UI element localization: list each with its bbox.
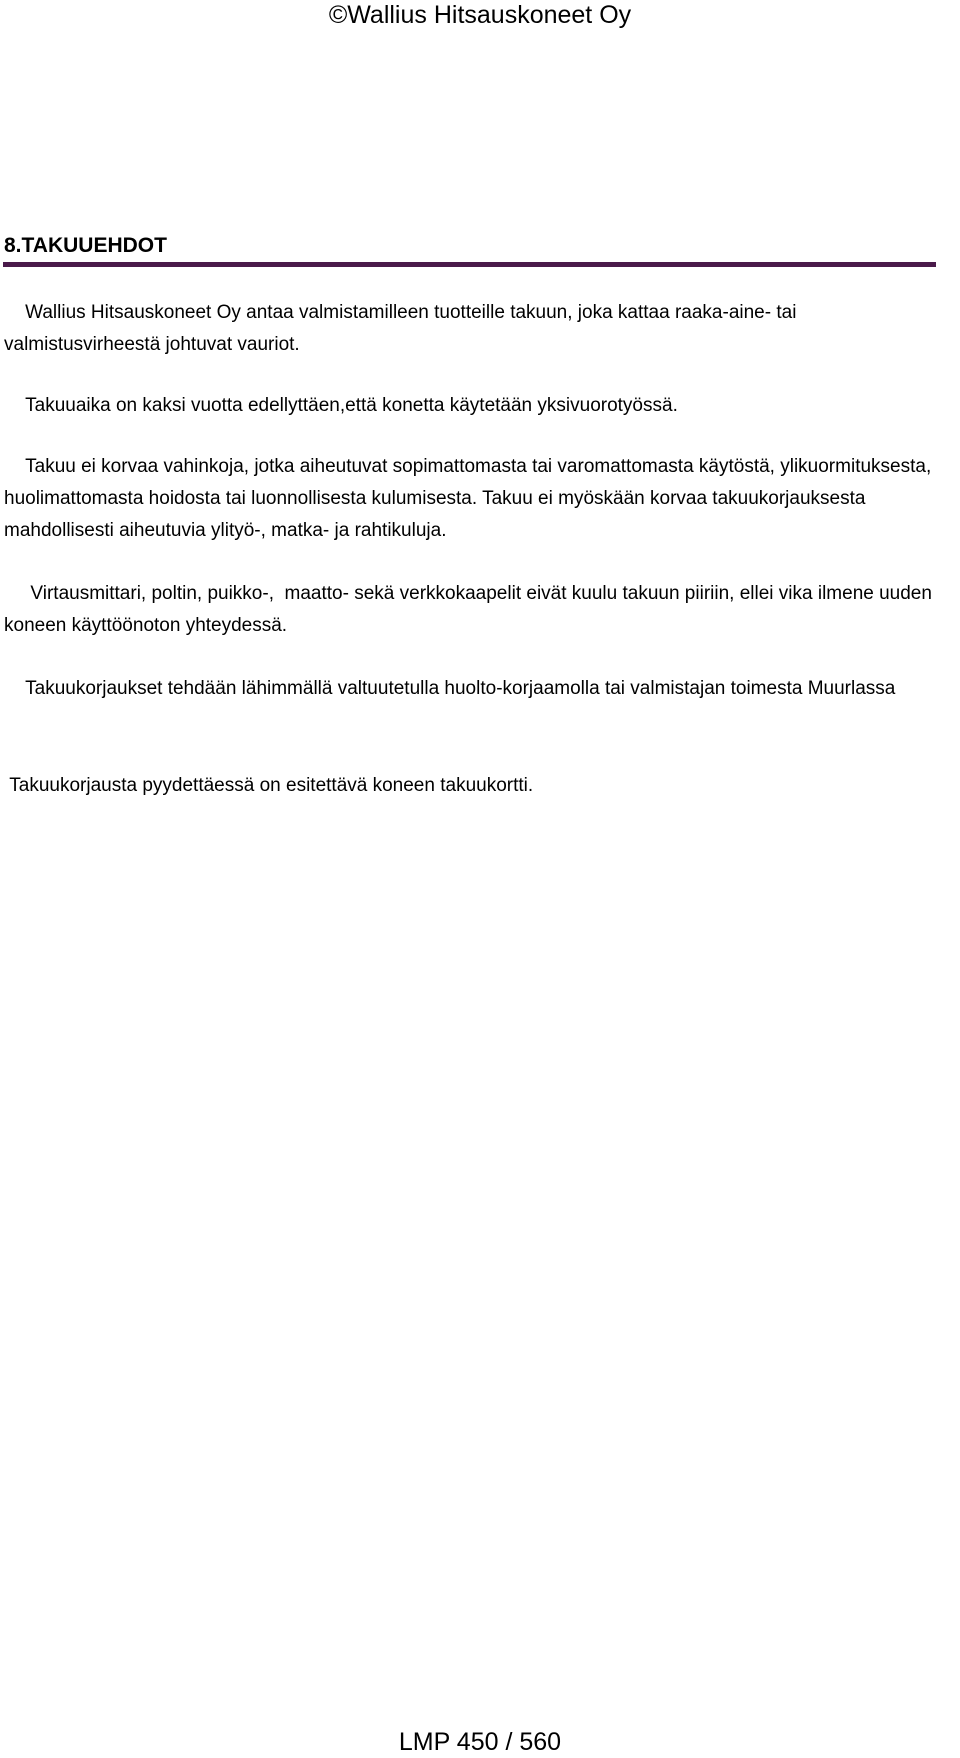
paragraph-warranty-scope: Wallius Hitsauskoneet Oy antaa valmistamilleen tuotteille takuun, joka kattaa raaka-aine- tai valmistusvirheestä johtuvat vauriot.	[4, 302, 802, 355]
footer-page-label: LMP 450 / 560	[398, 1728, 562, 1756]
paragraph-repair-location: Takuukorjaukset tehdään lähimmällä valtuutetulla huolto-korjaamolla tai valmistajan toimesta Muurlassa	[4, 678, 896, 699]
paragraph-warranty-exclusions: Takuu ei korvaa vahinkoja, jotka aiheutuvat sopimattomasta tai varomattomasta käytöstä, ylikuormituksesta, huolimattomasta hoidosta tai luonnollisesta kulumisesta. Takuu ei myöskään korvaa takuukorjauksesta mahdollisesti aiheutuvia ylityö-, matka- ja rahtikuluja.	[4, 456, 937, 541]
section-heading: 8.TAKUUEHDOT	[4, 234, 167, 257]
paragraph-warranty-card: Takuukorjausta pyydettäessä on esitettävä koneen takuukortti.	[4, 775, 534, 796]
document-header-title: ©Wallius Hitsauskoneet Oy	[328, 1, 632, 29]
paragraph-excluded-parts: Virtausmittari, poltin, puikko-, maatto- sekä verkkokaapelit eivät kuulu takuun piiriin, ellei vika ilmene uuden koneen käyttöönoton yhteydessä.	[4, 583, 938, 636]
section-divider	[3, 262, 936, 267]
paragraph-warranty-period: Takuuaika on kaksi vuotta edellyttäen,että konetta käytetään yksivuorotyössä.	[4, 395, 678, 416]
